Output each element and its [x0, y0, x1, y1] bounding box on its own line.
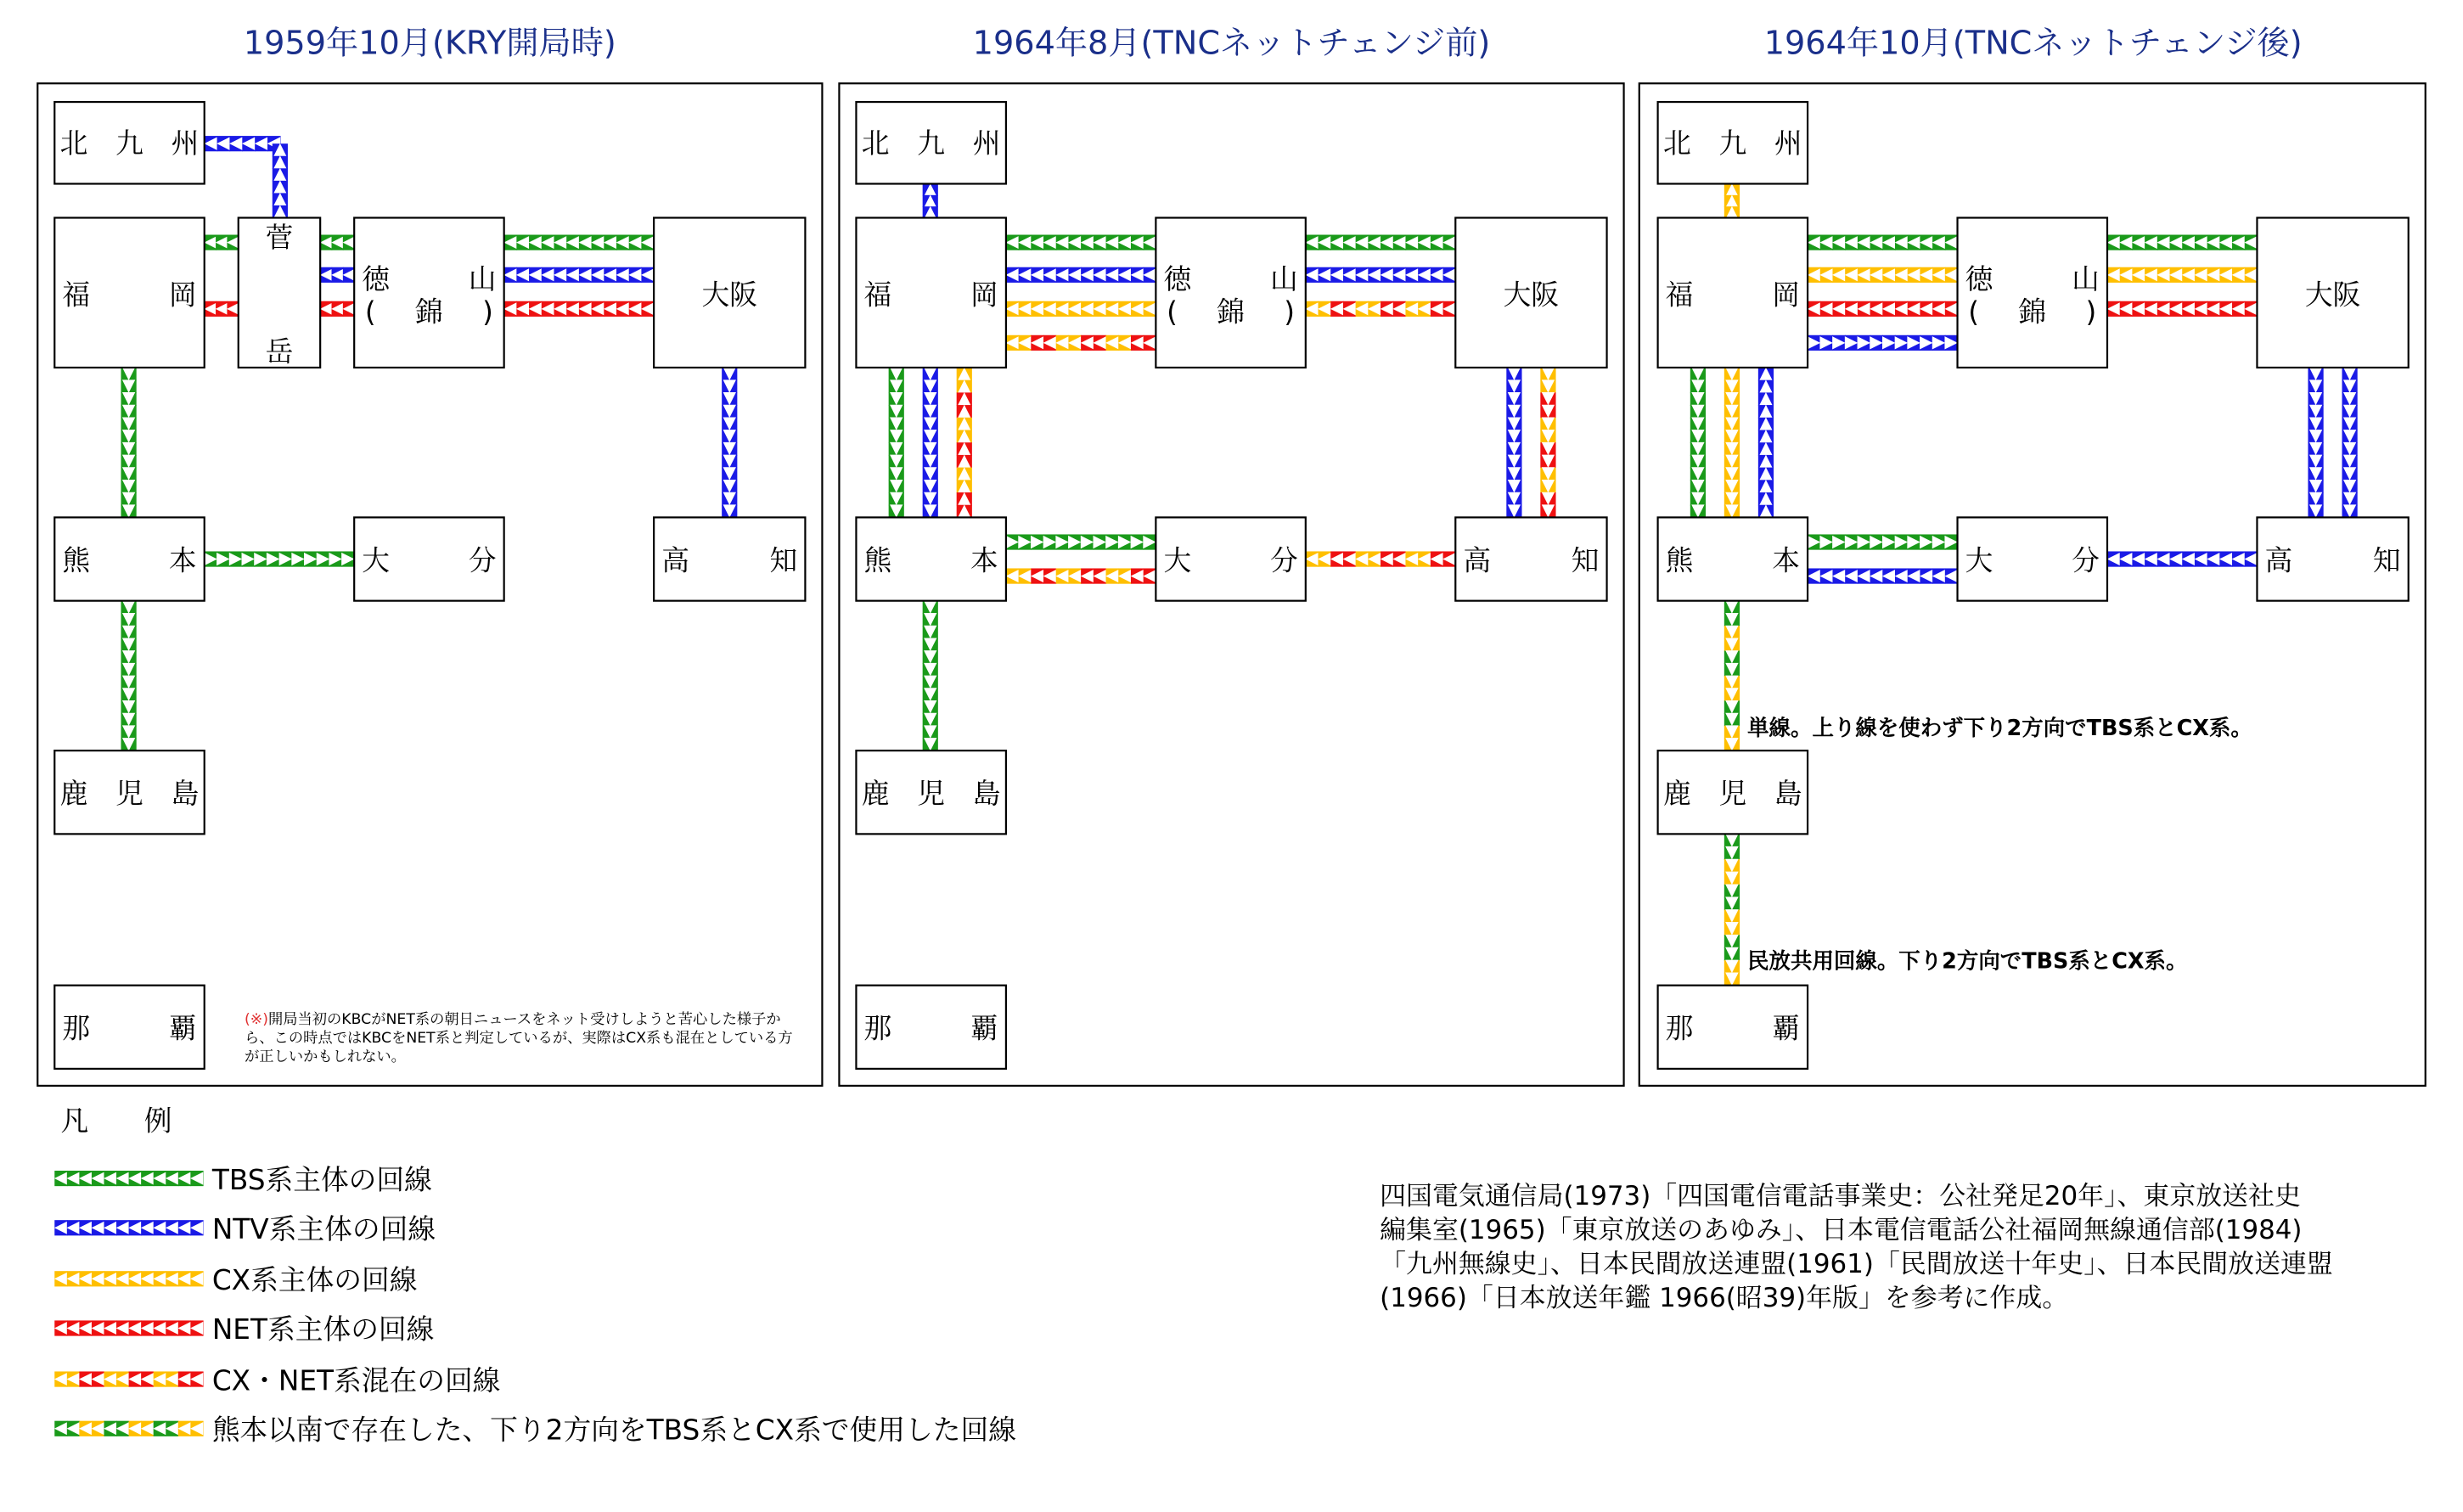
station-oita	[354, 517, 503, 600]
link-osaka-kochi-ntv-2	[2342, 368, 2358, 519]
station-label: 知	[1571, 544, 1600, 577]
station-label: 錦	[1217, 295, 1245, 329]
station-kochi	[1455, 517, 1606, 600]
station-kochi	[654, 517, 805, 600]
link-tokuyama-osaka-net	[2107, 301, 2258, 317]
link-fukuoka-kumamoto-cx	[1724, 368, 1740, 519]
link-fukuoka-kumamoto-tbs	[1690, 368, 1706, 519]
footnote-line	[245, 1011, 781, 1028]
station-naha	[1658, 986, 1808, 1069]
link-tokuyama-osaka-tbs	[1305, 235, 1456, 250]
station-label: 山	[1269, 263, 1298, 296]
station-label: 高	[661, 544, 689, 577]
station-label: 大	[1965, 544, 1993, 577]
footnote-line-1: 開局当初のKBCがNET系の朝日ニュースをネット受けしようと苦心した様子か	[267, 1011, 781, 1029]
station-label: (	[1167, 295, 1178, 329]
station-label: 分	[1269, 544, 1298, 577]
station-label: 本	[168, 544, 197, 577]
reference-line-2: 編集室(1965)「東京放送のあゆみ」、日本電信電話公社福岡無線通信部(1984)	[1380, 1215, 2303, 1246]
station-label: )	[1284, 295, 1296, 329]
station-label: 分	[468, 544, 497, 577]
station-kitakyushu	[1658, 102, 1808, 183]
panel-title: 1964年8月(TNCネットチェンジ前)	[972, 25, 1491, 63]
link-kumamoto-oita-mix	[1006, 568, 1157, 583]
station-label: 山	[468, 263, 497, 296]
link-osaka-kochi-ntv	[722, 368, 737, 519]
legend-swatch-tbs	[54, 1171, 204, 1186]
station-label: 覇	[970, 1012, 998, 1045]
station-label: 岳	[265, 335, 294, 368]
panel-1959	[37, 25, 822, 1086]
legend-swatch-mix	[54, 1371, 204, 1386]
footnote-line-2: ら、この時点ではKBCをNET系と判定しているが、実際はCX系も混在としている方	[245, 1029, 793, 1047]
station-label: 那	[1665, 1012, 1694, 1045]
station-label: 鹿 児 島	[59, 777, 200, 810]
station-label: 福	[62, 278, 91, 312]
link-sugadake-up	[273, 143, 288, 218]
link-tokuyama-osaka-mix	[1305, 301, 1456, 317]
station-label: )	[2085, 295, 2097, 329]
link-kumamoto-oita-tbs	[204, 551, 355, 566]
link-sugadake-tokuyama-net	[320, 301, 355, 317]
station-kumamoto	[54, 517, 204, 600]
station-fukuoka	[54, 218, 204, 368]
legend-label-cx: CX系主体の回線	[211, 1264, 418, 1297]
link-tokuyama-osaka-ntv	[1305, 267, 1456, 283]
station-label: 熊	[863, 544, 892, 577]
station-label: 福	[863, 278, 892, 312]
station-label: 徳	[362, 263, 391, 296]
footnote	[245, 1011, 793, 1065]
panel-1964-aug	[839, 25, 1623, 1086]
station-label: 岡	[1772, 278, 1800, 312]
station-label: )	[482, 295, 493, 329]
link-fukuoka-kumamoto-ntv	[1758, 368, 1774, 519]
station-kitakyushu	[856, 102, 1005, 183]
link-kumamoto-kagoshima-shared	[1724, 600, 1740, 751]
link-kitakyushu-fukuoka-cx	[1724, 183, 1740, 218]
station-label: 大	[362, 544, 391, 577]
station-osaka	[654, 218, 805, 368]
station-oita	[1958, 517, 2107, 600]
link-fukuoka-tokuyama-net	[1808, 301, 1959, 317]
link-fukuoka-sugadake-tbs	[204, 235, 239, 250]
station-fukuoka	[856, 218, 1005, 368]
link-oita-kochi-mix	[1305, 551, 1456, 566]
station-osaka	[2257, 218, 2408, 368]
station-label: 熊	[62, 544, 91, 577]
annotation-single-line: 単線。上り線を使わず下り2方向でTBS系とCX系。	[1747, 715, 2252, 741]
link-tokuyama-osaka-tbs	[503, 235, 655, 250]
link-fukuoka-tokuyama-cx	[1006, 301, 1157, 317]
station-label: 大	[1163, 544, 1192, 577]
station-label: 那	[62, 1012, 91, 1045]
link-kumamoto-oita-tbs	[1808, 534, 1959, 549]
station-label: 徳	[1965, 263, 1993, 296]
link-osaka-kochi-mix	[1540, 368, 1555, 519]
legend-label-ntv: NTV系主体の回線	[211, 1213, 436, 1246]
link-sugadake-tokuyama-tbs	[320, 235, 355, 250]
link-kitakyushu-fukuoka-ntv	[923, 183, 938, 218]
station-label: 岡	[970, 278, 998, 312]
station-label: 知	[769, 544, 798, 577]
reference	[1380, 1181, 2333, 1313]
legend-label-mix: CX・NET系混在の回線	[211, 1364, 501, 1397]
station-label: 北 九 州	[1662, 127, 1802, 160]
station-label: 大阪	[1503, 278, 1560, 312]
station-tokuyama	[1156, 218, 1305, 368]
station-label: 北 九 州	[59, 127, 200, 160]
link-tokuyama-osaka-net	[503, 301, 655, 317]
station-kagoshima	[54, 750, 204, 834]
station-osaka	[1455, 218, 1606, 368]
station-label: 岡	[168, 278, 197, 312]
reference-line-4: (1966)「日本放送年鑑 1966(昭39)年版」を参考に作成。	[1380, 1283, 2069, 1314]
link-tokuyama-osaka-cx	[2107, 267, 2258, 283]
link-osaka-kochi-ntv-1	[2308, 368, 2323, 519]
link-fukuoka-kumamoto-ntv	[923, 368, 938, 519]
station-label: 徳	[1163, 263, 1192, 296]
station-label: 知	[2372, 544, 2401, 577]
station-label: 熊	[1665, 544, 1694, 577]
link-fukuoka-tokuyama-mix	[1006, 335, 1157, 351]
station-label: (	[364, 295, 376, 329]
station-label: 鹿 児 島	[1662, 777, 1802, 810]
station-label: 本	[1772, 544, 1800, 577]
station-kitakyushu	[54, 102, 204, 183]
station-label: 大阪	[2304, 278, 2361, 312]
reference-line-1: 四国電気通信局(1973)「四国電信電話事業史：公社発足20年」、東京放送社史	[1380, 1180, 2301, 1211]
link-tokuyama-osaka-ntv	[503, 267, 655, 283]
panel-title: 1964年10月(TNCネットチェンジ後)	[1763, 25, 2303, 63]
link-sugadake-tokuyama-ntv	[320, 267, 355, 283]
link-kumamoto-kagoshima-tbs	[121, 600, 136, 751]
panel-title: 1959年10月(KRY開局時)	[243, 25, 616, 63]
station-label: 菅	[265, 222, 294, 255]
link-fukuoka-sugadake-net	[204, 301, 239, 317]
station-kagoshima	[1658, 750, 1808, 834]
station-sugadake	[239, 218, 320, 368]
station-label: 高	[1463, 544, 1492, 577]
link-fukuoka-kumamoto-mix	[957, 368, 972, 519]
station-fukuoka	[1658, 218, 1808, 368]
legend	[54, 1105, 1016, 1447]
link-osaka-kochi-ntv	[1506, 368, 1521, 519]
link-kitakyushu-sugadake	[204, 136, 280, 151]
station-label: 鹿 児 島	[861, 777, 1001, 810]
link-kumamoto-oita-tbs	[1006, 534, 1157, 549]
station-naha	[54, 986, 204, 1069]
legend-swatch-net	[54, 1320, 204, 1335]
link-fukuoka-tokuyama-ntv	[1808, 335, 1959, 351]
station-label: 覇	[168, 1012, 197, 1045]
link-fukuoka-tokuyama-tbs	[1006, 235, 1157, 250]
link-fukuoka-kumamoto-tbs	[889, 368, 904, 519]
footnote-mark: (※)	[245, 1011, 268, 1029]
station-tokuyama	[1958, 218, 2107, 368]
station-label: 福	[1665, 278, 1694, 312]
station-kagoshima	[856, 750, 1005, 834]
station-label: 北 九 州	[861, 127, 1001, 160]
station-naha	[856, 986, 1005, 1069]
link-fukuoka-tokuyama-cx	[1808, 267, 1959, 283]
legend-label-tbs: TBS系主体の回線	[211, 1163, 432, 1196]
legend-swatch-cx	[54, 1271, 204, 1286]
legend-heading: 凡 例	[60, 1104, 172, 1138]
station-label: 分	[2072, 544, 2100, 577]
station-label: 山	[2072, 263, 2100, 296]
station-kumamoto	[856, 517, 1005, 600]
link-fukuoka-kumamoto-tbs	[121, 368, 136, 519]
annotation-shared-line: 民放共用回線。下り2方向でTBS系とCX系。	[1747, 948, 2188, 975]
footnote-line-3: が正しいかもしれない。	[245, 1048, 406, 1065]
reference-line-3: 「九州無線史」、日本民間放送連盟(1961)「民間放送十年史」、日本民間放送連盟	[1380, 1249, 2333, 1280]
station-oita	[1156, 517, 1305, 600]
station-kumamoto	[1658, 517, 1808, 600]
legend-swatch-ntv	[54, 1220, 204, 1235]
station-label: (	[1968, 295, 1980, 329]
link-tokuyama-osaka-tbs	[2107, 235, 2258, 250]
station-label: 錦	[415, 295, 443, 329]
legend-swatch-shared	[54, 1421, 204, 1436]
link-kagoshima-naha-shared	[1724, 834, 1740, 986]
station-label: 那	[863, 1012, 892, 1045]
station-label: 覇	[1772, 1012, 1800, 1045]
legend-label-shared: 熊本以南で存在した、下り2方向をTBS系とCX系で使用した回線	[211, 1414, 1016, 1447]
link-oita-kochi-ntv	[2107, 551, 2258, 566]
link-kumamoto-oita-ntv	[1808, 568, 1959, 583]
station-label: 本	[970, 544, 998, 577]
station-label: 大阪	[701, 278, 758, 312]
station-tokuyama	[354, 218, 503, 368]
link-kumamoto-kagoshima-tbs	[923, 600, 938, 751]
link-fukuoka-tokuyama-ntv	[1006, 267, 1157, 283]
link-fukuoka-tokuyama-tbs	[1808, 235, 1959, 250]
station-label: 高	[2264, 544, 2293, 577]
panel-1964-oct	[1639, 25, 2426, 1086]
station-label: 錦	[2018, 295, 2047, 329]
legend-label-net: NET系主体の回線	[211, 1313, 435, 1346]
station-kochi	[2257, 517, 2408, 600]
